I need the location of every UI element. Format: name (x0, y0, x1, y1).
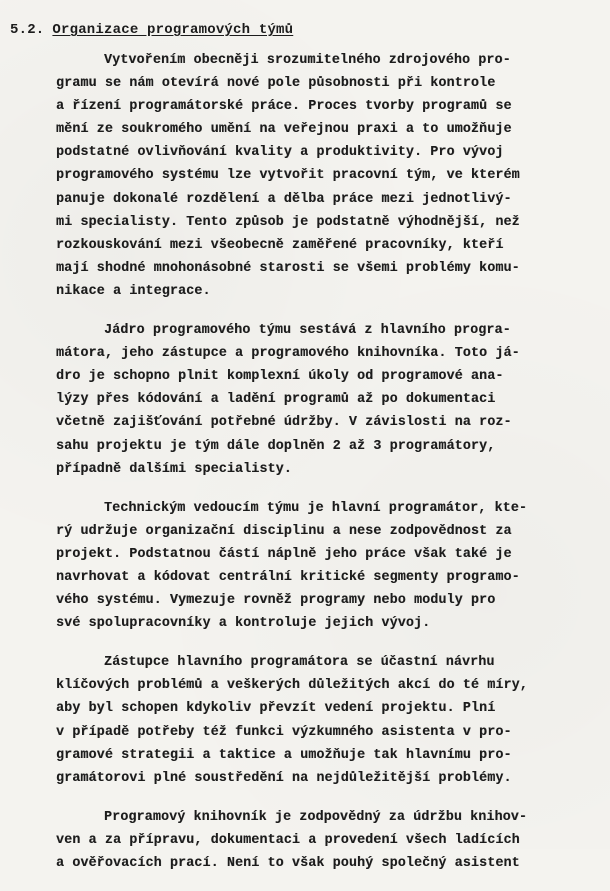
text-line: navrhovat a kódovat centrální kritické segmenty programo- (56, 569, 520, 585)
text-line: své spolupracovníky a kontroluje jejich vývoj. (56, 616, 431, 632)
text-line: mi specialisty. Tento způsob je podstatně výhodnější, než (56, 214, 520, 230)
text-line: případně dalšími specialisty. (56, 461, 292, 477)
paragraph (56, 651, 604, 790)
section-number: 5.2. (10, 22, 45, 38)
text-line: Programový knihovník je zodpovědný za údržbu knihov- (104, 809, 528, 825)
text-line: Vytvořením obecněji srozumitelného zdrojového pro- (104, 53, 511, 68)
text-line: gramové strategii a taktice a umožňuje tak hlavnímu pro- (56, 747, 512, 763)
paragraph (56, 806, 604, 875)
text-line: v případě potřeby též funkci výzkumného asistenta v pro- (56, 724, 512, 740)
paragraph (56, 49, 604, 303)
text-line: panuje dokonalé rozdělení a dělba práce mezi jednotlivý- (56, 191, 512, 207)
text-line: Zástupce hlavního programátora se účastní návrhu (104, 655, 495, 671)
text-line: sahu projektu je tým dále doplněn 2 až 3 programátory, (56, 438, 496, 454)
text-line: dro je schopno plnit komplexní úkoly od programové ana- (56, 369, 504, 385)
text-line: gramátorovi plné soustředění na nejdůležitější problémy. (56, 770, 512, 786)
text-line: projekt. Podstatnou částí náplně jeho práce však také je (56, 546, 512, 562)
text-line: ven a za přípravu, dokumentaci a provedení všech ladících (56, 832, 520, 848)
text-line: Technickým vedoucím týmu je hlavní programátor, kte- (104, 500, 528, 516)
text-line: Jádro programového týmu sestává z hlavního progra- (104, 323, 511, 339)
text-line: gramu se nám otevírá nové pole působnosti při kontrole (56, 76, 496, 92)
text-line: nikace a integrace. (56, 283, 211, 299)
text-line: programového systému lze vytvořit pracovní tým, ve kterém (56, 168, 520, 184)
text-line: lýzy přes kódování a ladění programů až po dokumentaci (56, 392, 496, 408)
paragraph (56, 319, 604, 481)
text-line: a řízení programátorské práce. Proces tvorby programů se (56, 99, 512, 115)
text-line: mátora, jeho zástupce a programového knihovníka. Toto já- (56, 346, 520, 362)
text-line: aby byl schopen kdykoliv převzít vedení projektu. Plní (56, 701, 496, 717)
text-line: mají shodné mnohonásobné starosti se všemi problémy komu- (56, 260, 520, 276)
section-title: Organizace programových týmů (52, 22, 294, 38)
paragraph (56, 497, 604, 636)
text-line: podstatné ovlivňování kvality a produktivity. Pro vývoj (56, 145, 504, 161)
text-line: klíčových problémů a veškerých důležitých akcí do té míry, (56, 678, 528, 694)
body-text (56, 49, 604, 891)
text-line: včetně zajišťování potřebné údržby. V závislosti na roz- (56, 415, 512, 431)
text-line: vého systému. Vymezuje rovněž programy nebo moduly pro (56, 593, 496, 609)
section-heading (10, 22, 293, 38)
text-line: rozkouskování mezi všeobecně zaměřené pracovníky, kteří (56, 237, 504, 253)
text-line: mění ze soukromého umění na veřejnou praxi a to umožňuje (56, 122, 512, 138)
text-line: rý udržuje organizační disciplinu a nese zodpovědnost za (56, 523, 512, 539)
text-line: a ověřovacích prací. Není to však pouhý společný asistent (56, 856, 520, 871)
